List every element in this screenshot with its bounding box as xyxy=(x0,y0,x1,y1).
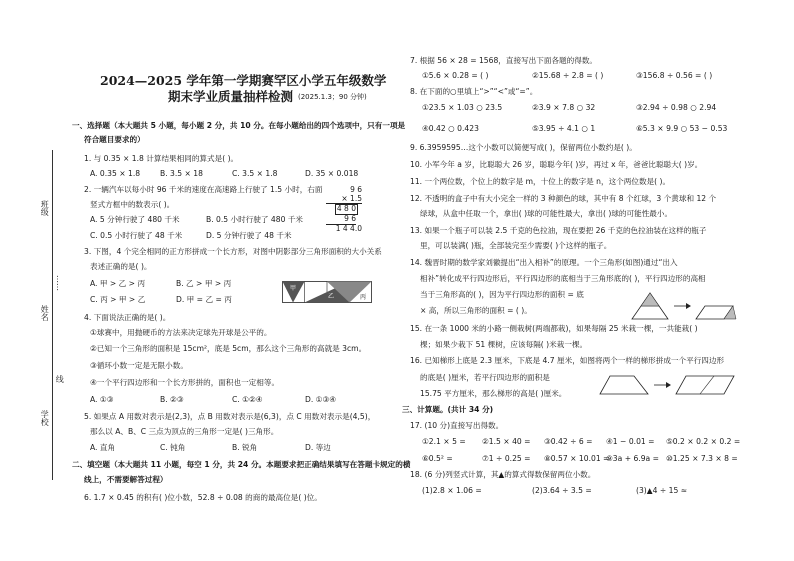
q17-item-9: ⑨3a + 6.9a = xyxy=(606,454,659,463)
q17-item-4: ④1 − 0.01 = xyxy=(606,437,655,446)
q2-option-b: B. 0.5 小时行驶了 480 千米 xyxy=(206,215,304,224)
q12-line2: 绿球，从盒中任取一个，拿出( )球的可能性最大，拿出( )球的可能性最小。 xyxy=(420,209,673,218)
q1-option-d: D. 35 × 0.018 xyxy=(305,169,359,178)
q4-item-2: ②已知一个三角形的面积是 15cm²，底是 5cm，那么这个三角形的高就是 3cm。 xyxy=(90,344,367,353)
q8-item-5: ⑤3.95 ÷ 4.1 ○ 1 xyxy=(532,124,596,133)
q1-option-c: C. 3.5 × 1.8 xyxy=(232,169,278,178)
q17-item-10: ⑩1.25 × 7.3 × 8 = xyxy=(666,454,738,463)
q3-option-a: A. 甲 > 乙 > 丙 xyxy=(90,279,146,288)
q12-line1: 12. 不透明的盒子中有大小完全一样的 3 种颜色的球，其中有 8 个红球，3 个黄球和 12 个 xyxy=(410,194,717,203)
q2-option-c: C. 0.5 小时行驶了 48 千米 xyxy=(90,231,183,240)
q17-item-8: ⑧0.57 × 10.01 = xyxy=(544,454,610,463)
q11-text: 11. 一个两位数，个位上的数字是 m，十位上的数字是 n，这个两位数是( )。 xyxy=(410,177,671,186)
q3-option-b: B. 乙 > 甲 > 丙 xyxy=(176,279,232,288)
q7-item-2: ②15.68 ÷ 2.8 = ( ) xyxy=(532,71,604,80)
q10-text: 10. 小军今年 a 岁，比聪聪大 26 岁，聪聪今年( )岁，再过 x 年，爸爸比聪聪大( )岁。 xyxy=(410,160,703,169)
q5-stem-line2: 那么以 A、B、C 三点为顶点的三角形一定是( )三角形。 xyxy=(90,427,279,436)
q3-stem-line2: 表述正确的是( )。 xyxy=(90,262,152,271)
q17-item-7: ⑦1 ÷ 0.25 = xyxy=(482,454,531,463)
q13-line2: 里，可以装满( )瓶，全部装完至少需要( )个这样的瓶子。 xyxy=(420,241,612,250)
q5-option-d: D. 等边 xyxy=(305,443,331,452)
q15-line1: 15. 在一条 1000 米的小路一侧栽树(两端都栽)，如果每隔 25 米栽一棵，一共能栽( ) xyxy=(410,324,698,333)
q14-line2: 相补”转化成平行四边形后，平行四边形的底相当于三角形底的( )，平行四边形的高相 xyxy=(420,274,706,283)
calc-multiplier: × 1.5 xyxy=(326,195,362,205)
q7-item-3: ③156.8 ÷ 0.56 = ( ) xyxy=(636,71,713,80)
section3-heading: 三、计算题。(共计 34 分) xyxy=(402,405,494,414)
q6-text: 6. 1.7 × 0.45 的积有( )位小数，52.8 ÷ 0.08 的商的最高位是( )位。 xyxy=(84,493,322,502)
exam-title-line2: 期末学业质量抽样检测 xyxy=(168,89,294,104)
seal-mark-1: …… xyxy=(55,275,65,291)
q17-item-3: ③0.42 ÷ 6 = xyxy=(544,437,593,446)
q4-option-a: A. ①③ xyxy=(90,395,114,404)
seal-mark-2: 线 xyxy=(55,375,65,383)
q13-line1: 13. 如果一个瓶子可以装 2.5 千克的色拉油，现在要把 26 千克的色拉油装在这样的瓶子 xyxy=(410,226,707,235)
q1-option-b: B. 3.5 × 18 xyxy=(160,169,203,178)
q17-item-5: ⑤0.2 × 0.2 × 0.2 = xyxy=(666,437,741,446)
exam-date-time: (2025.1.3；90 分钟) xyxy=(298,93,367,101)
q16-trapezoid-figure xyxy=(596,368,738,400)
q8-stem: 8. 在下面的○里填上“>”“<”或“=”。 xyxy=(410,87,538,96)
q14-triangle-to-parallelogram-figure xyxy=(628,289,738,323)
calc-multiplicand: 9 6 xyxy=(350,185,362,194)
q2-stem-line1: 2. 一辆汽车以每小时 96 千米的速度在高速路上行驶了 1.5 小时，右面 xyxy=(84,185,323,194)
q4-option-c: C. ①②④ xyxy=(232,395,263,404)
q5-option-c: C. 钝角 xyxy=(160,443,186,452)
name-label: 姓名 xyxy=(40,305,50,321)
q1-stem: 1. 与 0.35 × 1.8 计算结果相同的算式是( )。 xyxy=(84,154,239,163)
q16-line2: 的底是( )厘米，若平行四边形的面积是 xyxy=(420,373,550,382)
q14-line4: × 高，所以三角形的面积 = ( )。 xyxy=(420,306,532,315)
q1-option-a: A. 0.35 × 1.8 xyxy=(90,169,141,178)
exam-title-line1: 2024—2025 学年第一学期赛罕区小学五年级数学 xyxy=(100,73,387,88)
q2-option-a: A. 5 分钟行驶了 480 千米 xyxy=(90,215,180,224)
q14-line1: 14. 魏晋时期的数学家刘徽提出“出入相补”的原理。一个三角形(如图)通过“出入 xyxy=(410,258,678,267)
q4-item-1: ①球赛中，用抛硬币的方法来决定球先开球是公平的。 xyxy=(90,328,272,337)
q18-item-3: (3)▲4 ÷ 15 ≈ xyxy=(636,486,688,495)
calc-product: 1 4 4.0 xyxy=(335,223,362,233)
q16-line1: 16. 已知梯形上底是 2.3 厘米，下底是 4.7 厘米，如图将两个一样的梯形拼成一个平行四边形 xyxy=(410,356,725,365)
section1-heading-cont: 符合题目要求的） xyxy=(84,135,145,144)
section2-heading: 二、填空题（本大题共 11 小题，每空 1 分，共 24 分。本题要求把正确结果填写在答题卡规定的横 xyxy=(72,460,411,469)
class-label: 班级 xyxy=(40,200,50,216)
q2-vertical-calculation xyxy=(326,186,362,244)
q5-option-a: A. 直角 xyxy=(90,443,116,452)
q16-line3: 15.75 平方厘米，那么梯形的高是( )厘米。 xyxy=(420,389,567,398)
q5-option-b: B. 锐角 xyxy=(232,443,258,452)
q15-line2: 棵；如果少栽下 51 棵树，应该每隔( )米栽一棵。 xyxy=(420,340,588,349)
q4-item-4: ④一个平行四边形和一个长方形拼的，面积也一定相等。 xyxy=(90,378,280,387)
triangle-label-yi: 乙 xyxy=(328,293,335,300)
q3-option-d: D. 甲 = 乙 = 丙 xyxy=(176,295,232,304)
q7-stem: 7. 根据 56 × 28 = 1568，直接写出下面各题的得数。 xyxy=(410,56,598,65)
q7-item-1: ①5.6 × 0.28 = ( ) xyxy=(422,71,489,80)
binding-line xyxy=(52,150,53,480)
q2-option-d: D. 5 分钟行驶了 48 千米 xyxy=(206,231,292,240)
q4-option-b: B. ②③ xyxy=(160,395,184,404)
q8-item-3: ③2.94 ÷ 0.98 ○ 2.94 xyxy=(636,103,717,112)
calc-partial-2: 9 6 xyxy=(326,215,356,225)
q18-item-2: (2)3.64 ÷ 3.5 = xyxy=(532,486,592,495)
q17-stem: 17. (10 分)直接写出得数。 xyxy=(410,421,504,430)
triangle-label-bing: 丙 xyxy=(360,294,367,301)
section1-heading: 一、选择题（本大题共 5 小题，每小题 2 分，共 10 分。在每小题给出的四个选项中，只有一项是 xyxy=(72,121,406,130)
q17-item-6: ⑥0.5² = xyxy=(422,454,453,463)
triangle-label-jia: 甲 xyxy=(290,285,297,292)
q5-stem-line1: 5. 如果点 A 用数对表示是(2,3)，点 B 用数对表示是(6,3)，点 C 用数对表示是(4,5)， xyxy=(84,412,376,421)
q17-item-1: ①2.1 × 5 = xyxy=(422,437,466,446)
school-label: 学校 xyxy=(40,410,50,426)
q3-stem-line1: 3. 下图，4 个完全相同的正方形拼成一个长方形，对图中阴影部分三角形面积的大小关系 xyxy=(84,247,382,256)
q4-option-d: D. ①③④ xyxy=(305,395,337,404)
q8-item-1: ①23.5 × 1.03 ○ 23.5 xyxy=(422,103,503,112)
q18-stem: 18. (6 分)列竖式计算，其▲的算式得数保留两位小数。 xyxy=(410,470,596,479)
q18-item-1: (1)2.8 × 1.06 = xyxy=(422,486,482,495)
calc-boxed-partial: 4 8 0 xyxy=(336,204,356,214)
q17-item-2: ②1.5 × 40 = xyxy=(482,437,531,446)
q3-option-c: C. 丙 > 甲 > 乙 xyxy=(90,295,146,304)
q14-line3: 当于三角形高的( )，因为平行四边形的面积 = 底 xyxy=(420,290,584,299)
q4-item-3: ③循环小数一定是无限小数。 xyxy=(90,361,188,370)
section2-heading-cont: 线上，不需要解答过程） xyxy=(84,475,168,484)
q8-item-2: ②3.9 × 7.8 ○ 32 xyxy=(532,103,596,112)
q9-text: 9. 6.3959595…这个小数可以简便写成( )，保留两位小数约是( )。 xyxy=(410,143,637,152)
q4-stem: 4. 下面说法正确的是( )。 xyxy=(84,313,171,322)
q3-squares-figure xyxy=(282,281,372,303)
q8-item-6: ⑥5.3 × 9.9 ○ 53 − 0.53 xyxy=(636,124,728,133)
q8-item-4: ④0.42 ○ 0.423 xyxy=(422,124,479,133)
q2-stem-line2: 竖式方框中的数表示( )。 xyxy=(90,200,175,209)
